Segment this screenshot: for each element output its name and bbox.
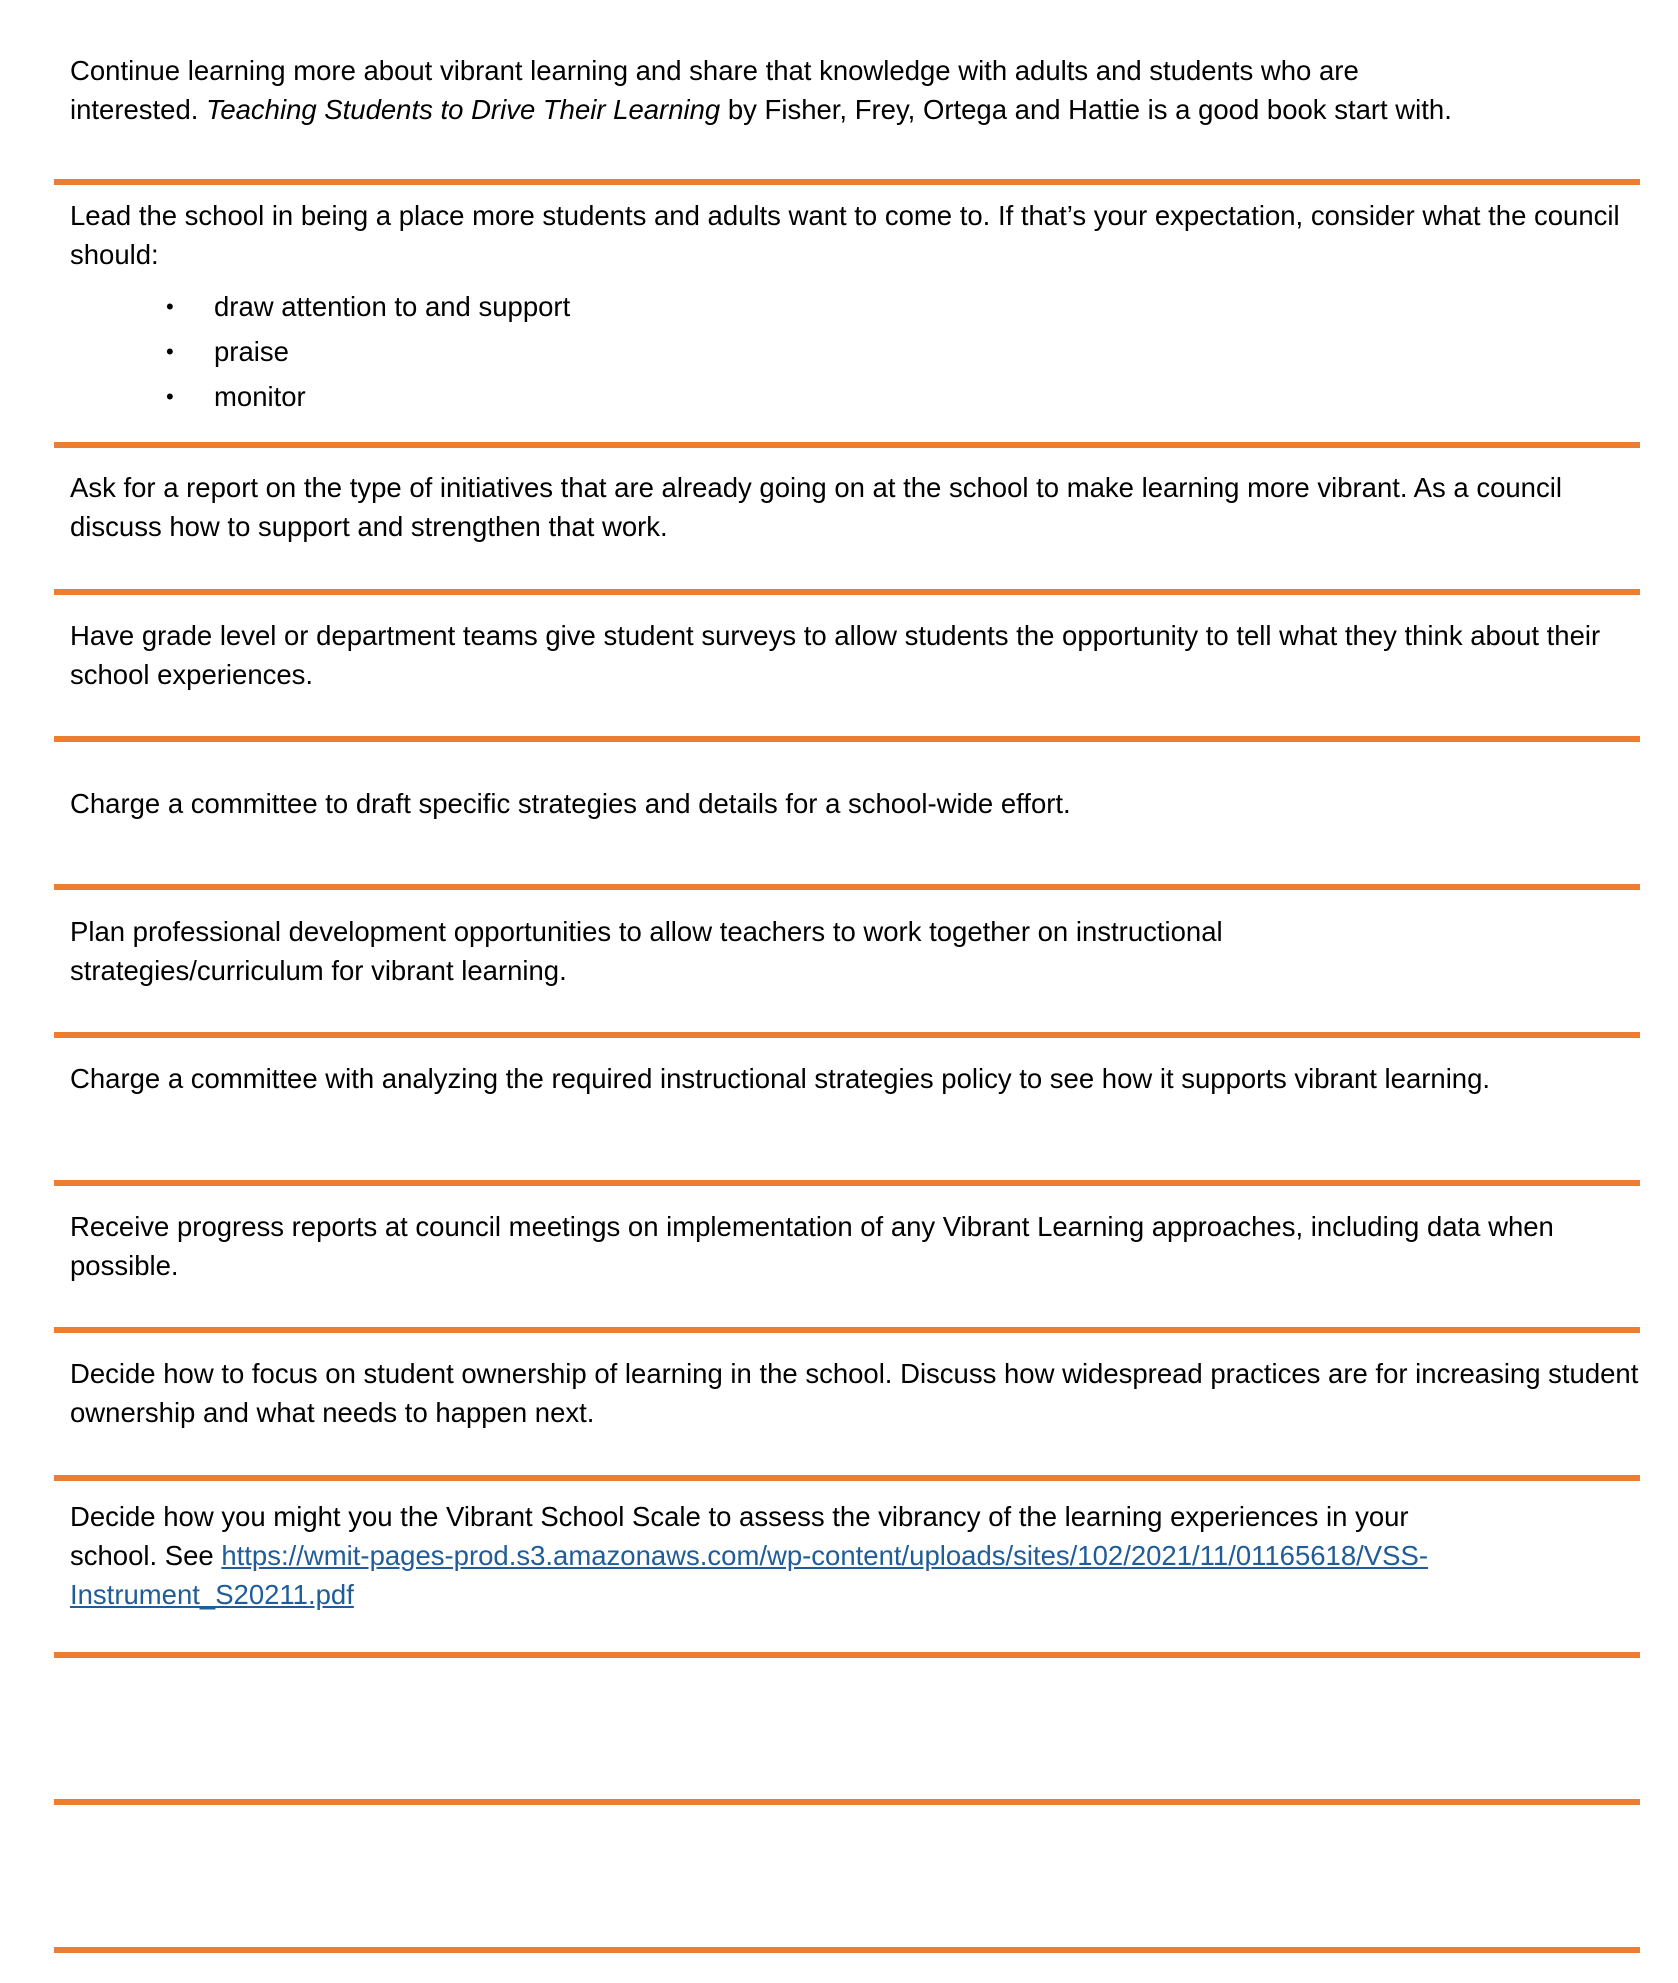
bullet-item [70, 329, 1640, 374]
line2-prefix: interested. [70, 94, 207, 125]
divider-rule-12 [54, 1947, 1640, 1953]
item-professional-development-line1: Plan professional development opportunities to allow teachers to work together on instructional [70, 916, 1223, 947]
item-professional-development-line2: strategies/curriculum for vibrant learning. [70, 955, 567, 986]
divider-rule-8 [54, 1327, 1640, 1333]
divider-rule-1 [54, 179, 1640, 185]
bullet-item [70, 284, 1640, 329]
bullet-text: praise [214, 336, 289, 367]
divider-rule-11 [54, 1799, 1640, 1805]
item-continue-learning-line2 [70, 90, 1640, 129]
item-continue-learning-line1: Continue learning more about vibrant learning and share that knowledge with adults and students who are [70, 55, 1359, 86]
divider-rule-9 [54, 1475, 1640, 1481]
vss-instrument-link[interactable]: https://wmit-pages-prod.s3.amazonaws.com/wp-content/uploads/sites/102/2021/11/01165618/VSS- [221, 1540, 1428, 1571]
item-continue-learning [70, 51, 1640, 129]
item-committee-strategies [70, 784, 1640, 823]
divider-rule-5 [54, 884, 1640, 890]
bullet-text: monitor [214, 381, 306, 412]
item-vibrant-school-scale-line2 [70, 1536, 1640, 1575]
vss-instrument-link-continued[interactable]: Instrument_S20211.pdf [70, 1579, 354, 1610]
item-committee-policy-text: Charge a committee with analyzing the required instructional strategies policy to see how it supports vibrant learning. [70, 1063, 1491, 1094]
divider-rule-4 [54, 736, 1640, 742]
item-student-ownership-text: Decide how to focus on student ownership of learning in the school. Discuss how widespread practices are for increasing student ownership and what needs to happen next. [70, 1358, 1639, 1428]
book-title: Teaching Students to Drive Their Learning [206, 94, 721, 125]
divider-rule-10 [54, 1652, 1640, 1658]
item-vibrant-school-scale-line1: Decide how you might you the Vibrant School Scale to assess the vibrancy of the learning experiences in your [70, 1501, 1409, 1532]
item-vibrant-school-scale [70, 1497, 1640, 1614]
item-committee-policy [70, 1059, 1640, 1098]
line2-suffix: by Fisher, Frey, Ortega and Hattie is a good book start with. [720, 94, 1452, 125]
item-progress-reports-text: Receive progress reports at council meetings on implementation of any Vibrant Learning approaches, including data when possible. [70, 1211, 1554, 1281]
divider-rule-6 [54, 1032, 1640, 1038]
item-ask-report-text: Ask for a report on the type of initiatives that are already going on at the school to make learning more vibrant. As a council discuss how to support and strengthen that work. [70, 472, 1562, 542]
item-student-ownership [70, 1354, 1640, 1432]
bullet-dot: • [166, 384, 174, 409]
item-lead-school [70, 196, 1640, 419]
divider-rule-3 [54, 589, 1640, 595]
item-committee-strategies-text: Charge a committee to draft specific strategies and details for a school-wide effort. [70, 788, 1071, 819]
item-ask-report [70, 468, 1640, 546]
item-student-surveys-text: Have grade level or department teams give student surveys to allow students the opportunity to tell what they think about their school experiences. [70, 620, 1601, 690]
item-progress-reports [70, 1207, 1640, 1285]
item-student-surveys [70, 616, 1640, 694]
item-vibrant-school-scale-line3 [70, 1575, 1640, 1614]
bullet-item [70, 374, 1640, 419]
divider-rule-7 [54, 1180, 1640, 1186]
divider-rule-2 [54, 442, 1640, 448]
item-lead-school-text: Lead the school in being a place more students and adults want to come to. If that’s your expectation, consider what the council should: [70, 200, 1620, 270]
bullet-dot: • [166, 339, 174, 364]
bullet-text: draw attention to and support [214, 291, 571, 322]
bullet-list [70, 284, 1640, 419]
bullet-dot: • [166, 294, 174, 319]
see-prefix: school. See [70, 1540, 222, 1571]
item-professional-development [70, 912, 1640, 990]
